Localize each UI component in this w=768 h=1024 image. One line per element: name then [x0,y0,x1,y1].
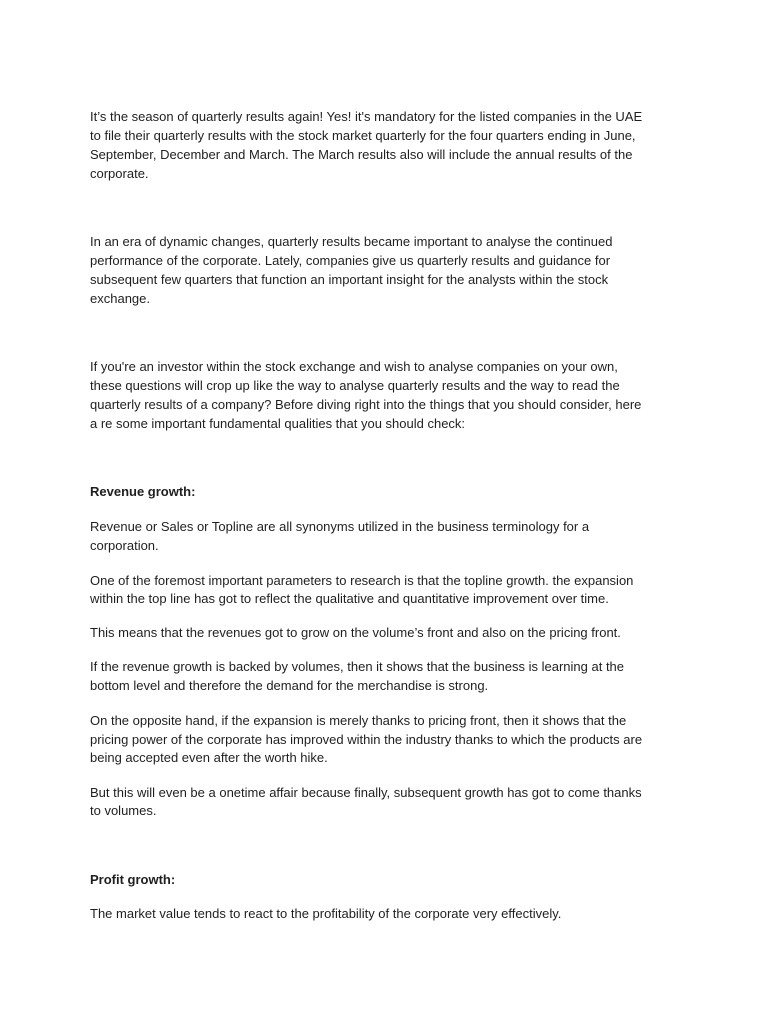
text-line: a re some important fundamental qualities that you should check: [90,416,466,431]
text-line: bottom level and therefore the demand for the merchandise is strong. [90,678,489,693]
text-line: being accepted even after the worth hike. [90,750,328,765]
text-line: In an era of dynamic changes, quarterly results became important to analyse the continued [90,234,613,249]
text-line: quarterly results of a company? Before diving right into the things that you should consider, here [90,397,642,412]
text-line: This means that the revenues got to grow on the volume’s front and also on the pricing front. [90,625,621,640]
text-line: One of the foremost important parameters to research is that the topline growth. the expansion [90,573,634,588]
heading-revenue-growth: Revenue growth: [90,484,196,499]
text-line: within the top line has got to reflect the qualitative and quantitative improvement over time. [90,591,609,606]
text-line: subsequent few quarters that function an important insight for the analysts within the stock [90,272,609,287]
text-line: If you're an investor within the stock exchange and wish to analyse companies on your own, [90,359,618,374]
text-line: to volumes. [90,803,157,818]
text-line: The market value tends to react to the profitability of the corporate very effectively. [90,906,562,921]
text-line: corporate. [90,166,149,181]
text-line: On the opposite hand, if the expansion is merely thanks to pricing front, then it shows that the [90,713,627,728]
text-line: to file their quarterly results with the stock market quarterly for the four quarters ending in June, [90,128,636,143]
text-line: performance of the corporate. Lately, companies give us quarterly results and guidance for [90,253,611,268]
text-line: corporation. [90,538,159,553]
text-line: It’s the season of quarterly results again! Yes! it's mandatory for the listed companies in the UAE [90,109,643,124]
heading-profit-growth: Profit growth: [90,872,176,887]
text-line: But this will even be a onetime affair because finally, subsequent growth has got to come thanks [90,785,642,800]
text-line: exchange. [90,291,150,306]
text-line: Revenue or Sales or Topline are all synonyms utilized in the business terminology for a [90,519,590,534]
text-line: pricing power of the corporate has improved within the industry thanks to which the products are [90,732,643,747]
text-line: these questions will crop up like the way to analyse quarterly results and the way to read the [90,378,620,393]
text-line: September, December and March. The March results also will include the annual results of the [90,147,633,162]
text-line: If the revenue growth is backed by volumes, then it shows that the business is learning at the [90,659,625,674]
